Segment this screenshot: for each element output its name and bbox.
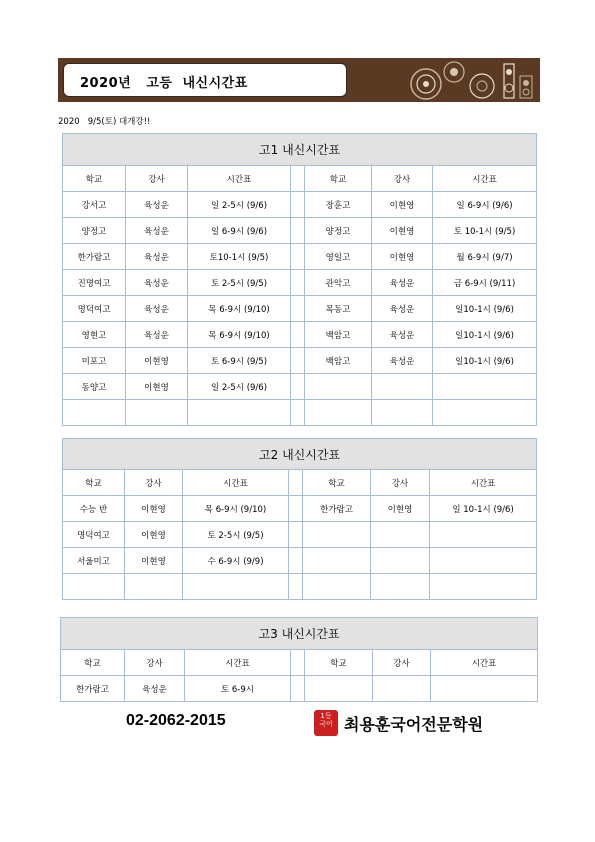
table-row bbox=[63, 548, 537, 574]
cell-teacher: 육성운 bbox=[126, 218, 188, 244]
cell-school: 명덕여고 bbox=[63, 296, 126, 322]
header-teacher: 강사 bbox=[126, 166, 188, 192]
table-row bbox=[63, 218, 537, 244]
speaker-decoration-icon bbox=[398, 58, 540, 102]
table-row bbox=[63, 296, 537, 322]
cell-school: 동양고 bbox=[63, 374, 126, 400]
table-row bbox=[63, 574, 537, 600]
column-spacer bbox=[289, 522, 303, 548]
header-teacher: 강사 bbox=[373, 650, 431, 676]
cell-school: 관악고 bbox=[305, 270, 372, 296]
column-spacer bbox=[291, 244, 305, 270]
cell-teacher: 이현영 bbox=[371, 496, 430, 522]
cell-teacher: 이현영 bbox=[372, 244, 433, 270]
cell-school: 서울미고 bbox=[63, 548, 125, 574]
academy-logo-icon: 1등 국어 bbox=[314, 710, 338, 736]
opening-notice: 2020 9/5(토) 대개강!! bbox=[58, 117, 151, 127]
grade2-timetable bbox=[62, 438, 537, 600]
grade3-title: 고3 내신시간표 bbox=[61, 618, 538, 650]
cell-school: 영현고 bbox=[63, 322, 126, 348]
header-schedule: 시간표 bbox=[188, 166, 291, 192]
cell-teacher bbox=[372, 374, 433, 400]
grade1-title: 고1 내신시간표 bbox=[63, 134, 537, 166]
cell-school: 한가람고 bbox=[63, 244, 126, 270]
column-spacer bbox=[291, 650, 305, 676]
cell-schedule: 일 6-9시 (9/6) bbox=[188, 218, 291, 244]
cell-teacher: 이현영 bbox=[372, 218, 433, 244]
cell-school: 명덕여고 bbox=[63, 522, 125, 548]
cell-school: 백암고 bbox=[305, 348, 372, 374]
cell-schedule bbox=[433, 374, 537, 400]
cell-schedule: 토 6-9시 (9/5) bbox=[188, 348, 291, 374]
cell-teacher: 이현영 bbox=[125, 522, 183, 548]
header-school: 학교 bbox=[61, 650, 125, 676]
column-spacer bbox=[289, 574, 303, 600]
cell-schedule: 일10-1시 (9/6) bbox=[433, 296, 537, 322]
cell-schedule: 금 6-9시 (9/11) bbox=[433, 270, 537, 296]
table-row bbox=[63, 322, 537, 348]
cell-school: 백암고 bbox=[305, 322, 372, 348]
cell-teacher: 이현영 bbox=[125, 548, 183, 574]
header-school: 학교 bbox=[305, 166, 372, 192]
cell-schedule: 토 6-9시 bbox=[185, 676, 291, 702]
cell-school: 한가람고 bbox=[61, 676, 125, 702]
cell-teacher bbox=[373, 676, 431, 702]
cell-school: 영일고 bbox=[305, 244, 372, 270]
cell-schedule: 일 2-5시 (9/6) bbox=[188, 192, 291, 218]
cell-school bbox=[305, 676, 373, 702]
cell-teacher: 육성운 bbox=[372, 296, 433, 322]
column-spacer bbox=[289, 470, 303, 496]
cell-school: 한가람고 bbox=[303, 496, 371, 522]
column-spacer bbox=[291, 270, 305, 296]
cell-teacher: 이현영 bbox=[126, 348, 188, 374]
cell-teacher bbox=[126, 400, 188, 426]
cell-schedule bbox=[430, 522, 537, 548]
column-spacer bbox=[291, 166, 305, 192]
cell-schedule: 목 6-9시 (9/10) bbox=[188, 296, 291, 322]
cell-school: 장훈고 bbox=[305, 192, 372, 218]
cell-teacher: 육성운 bbox=[372, 322, 433, 348]
column-spacer bbox=[291, 192, 305, 218]
table-row bbox=[63, 192, 537, 218]
cell-school bbox=[303, 522, 371, 548]
cell-teacher: 육성운 bbox=[126, 322, 188, 348]
cell-schedule: 월 6-9시 (9/7) bbox=[433, 244, 537, 270]
header-schedule: 시간표 bbox=[183, 470, 289, 496]
header-schedule: 시간표 bbox=[185, 650, 291, 676]
cell-school bbox=[305, 400, 372, 426]
column-spacer bbox=[291, 348, 305, 374]
cell-teacher: 이현영 bbox=[372, 192, 433, 218]
cell-school bbox=[303, 574, 371, 600]
header-teacher: 강사 bbox=[125, 470, 183, 496]
cell-schedule bbox=[433, 400, 537, 426]
table-row bbox=[63, 374, 537, 400]
cell-schedule: 일 6-9시 (9/6) bbox=[433, 192, 537, 218]
table-row bbox=[63, 496, 537, 522]
cell-schedule: 토 10-1시 (9/5) bbox=[433, 218, 537, 244]
cell-school bbox=[305, 374, 372, 400]
cell-teacher: 육성운 bbox=[372, 270, 433, 296]
cell-schedule bbox=[430, 574, 537, 600]
cell-teacher bbox=[371, 548, 430, 574]
column-spacer bbox=[291, 676, 305, 702]
table-row bbox=[63, 348, 537, 374]
page-title: 2020년 고등 내신시간표 bbox=[80, 76, 248, 91]
column-spacer bbox=[289, 548, 303, 574]
header-schedule: 시간표 bbox=[433, 166, 537, 192]
grade1-timetable bbox=[62, 133, 537, 426]
cell-teacher: 육성운 bbox=[126, 192, 188, 218]
cell-teacher: 육성운 bbox=[125, 676, 185, 702]
cell-school bbox=[303, 548, 371, 574]
cell-teacher: 이현영 bbox=[125, 496, 183, 522]
table-row bbox=[63, 270, 537, 296]
column-spacer bbox=[289, 496, 303, 522]
cell-schedule: 일 10-1시 (9/6) bbox=[430, 496, 537, 522]
cell-schedule bbox=[188, 400, 291, 426]
cell-school: 양정고 bbox=[63, 218, 126, 244]
cell-teacher: 육성운 bbox=[126, 244, 188, 270]
cell-teacher: 이현영 bbox=[126, 374, 188, 400]
banner-title-box bbox=[63, 63, 347, 97]
header-school: 학교 bbox=[63, 166, 126, 192]
phone-number: 02-2062-2015 bbox=[126, 712, 226, 729]
header-school: 학교 bbox=[303, 470, 371, 496]
cell-school: 양정고 bbox=[305, 218, 372, 244]
cell-schedule: 일10-1시 (9/6) bbox=[433, 322, 537, 348]
cell-school: 목동고 bbox=[305, 296, 372, 322]
cell-schedule bbox=[183, 574, 289, 600]
cell-school bbox=[63, 400, 126, 426]
column-spacer bbox=[291, 218, 305, 244]
cell-teacher: 육성운 bbox=[126, 296, 188, 322]
academy-name: 최용훈국어전문학원 bbox=[344, 715, 484, 734]
cell-school: 진명여고 bbox=[63, 270, 126, 296]
header-teacher: 강사 bbox=[371, 470, 430, 496]
cell-schedule: 수 6-9시 (9/9) bbox=[183, 548, 289, 574]
cell-teacher bbox=[125, 574, 183, 600]
column-spacer bbox=[291, 322, 305, 348]
cell-schedule: 목 6-9시 (9/10) bbox=[183, 496, 289, 522]
cell-schedule: 토 2-5시 (9/5) bbox=[188, 270, 291, 296]
column-spacer bbox=[291, 374, 305, 400]
grade2-title: 고2 내신시간표 bbox=[63, 439, 537, 470]
header-banner bbox=[58, 58, 540, 102]
cell-teacher bbox=[372, 400, 433, 426]
column-spacer bbox=[291, 400, 305, 426]
cell-schedule: 일10-1시 (9/6) bbox=[433, 348, 537, 374]
cell-teacher: 육성운 bbox=[126, 270, 188, 296]
table-row bbox=[63, 522, 537, 548]
header-schedule: 시간표 bbox=[430, 470, 537, 496]
column-spacer bbox=[291, 296, 305, 322]
cell-teacher bbox=[371, 522, 430, 548]
table-row bbox=[61, 676, 538, 702]
cell-school bbox=[63, 574, 125, 600]
cell-teacher bbox=[371, 574, 430, 600]
table-row bbox=[63, 244, 537, 270]
grade3-timetable bbox=[60, 617, 538, 702]
cell-teacher: 육성운 bbox=[372, 348, 433, 374]
cell-schedule bbox=[431, 676, 538, 702]
cell-schedule: 일 2-5시 (9/6) bbox=[188, 374, 291, 400]
cell-schedule bbox=[430, 548, 537, 574]
cell-school: 강서고 bbox=[63, 192, 126, 218]
cell-schedule: 토10-1시 (9/5) bbox=[188, 244, 291, 270]
header-teacher: 강사 bbox=[372, 166, 433, 192]
cell-school: 수능 반 bbox=[63, 496, 125, 522]
header-teacher: 강사 bbox=[125, 650, 185, 676]
cell-schedule: 토 2-5시 (9/5) bbox=[183, 522, 289, 548]
header-school: 학교 bbox=[305, 650, 373, 676]
table-row bbox=[63, 400, 537, 426]
cell-schedule: 목 6-9시 (9/10) bbox=[188, 322, 291, 348]
header-school: 학교 bbox=[63, 470, 125, 496]
header-schedule: 시간표 bbox=[431, 650, 538, 676]
cell-school: 미포고 bbox=[63, 348, 126, 374]
